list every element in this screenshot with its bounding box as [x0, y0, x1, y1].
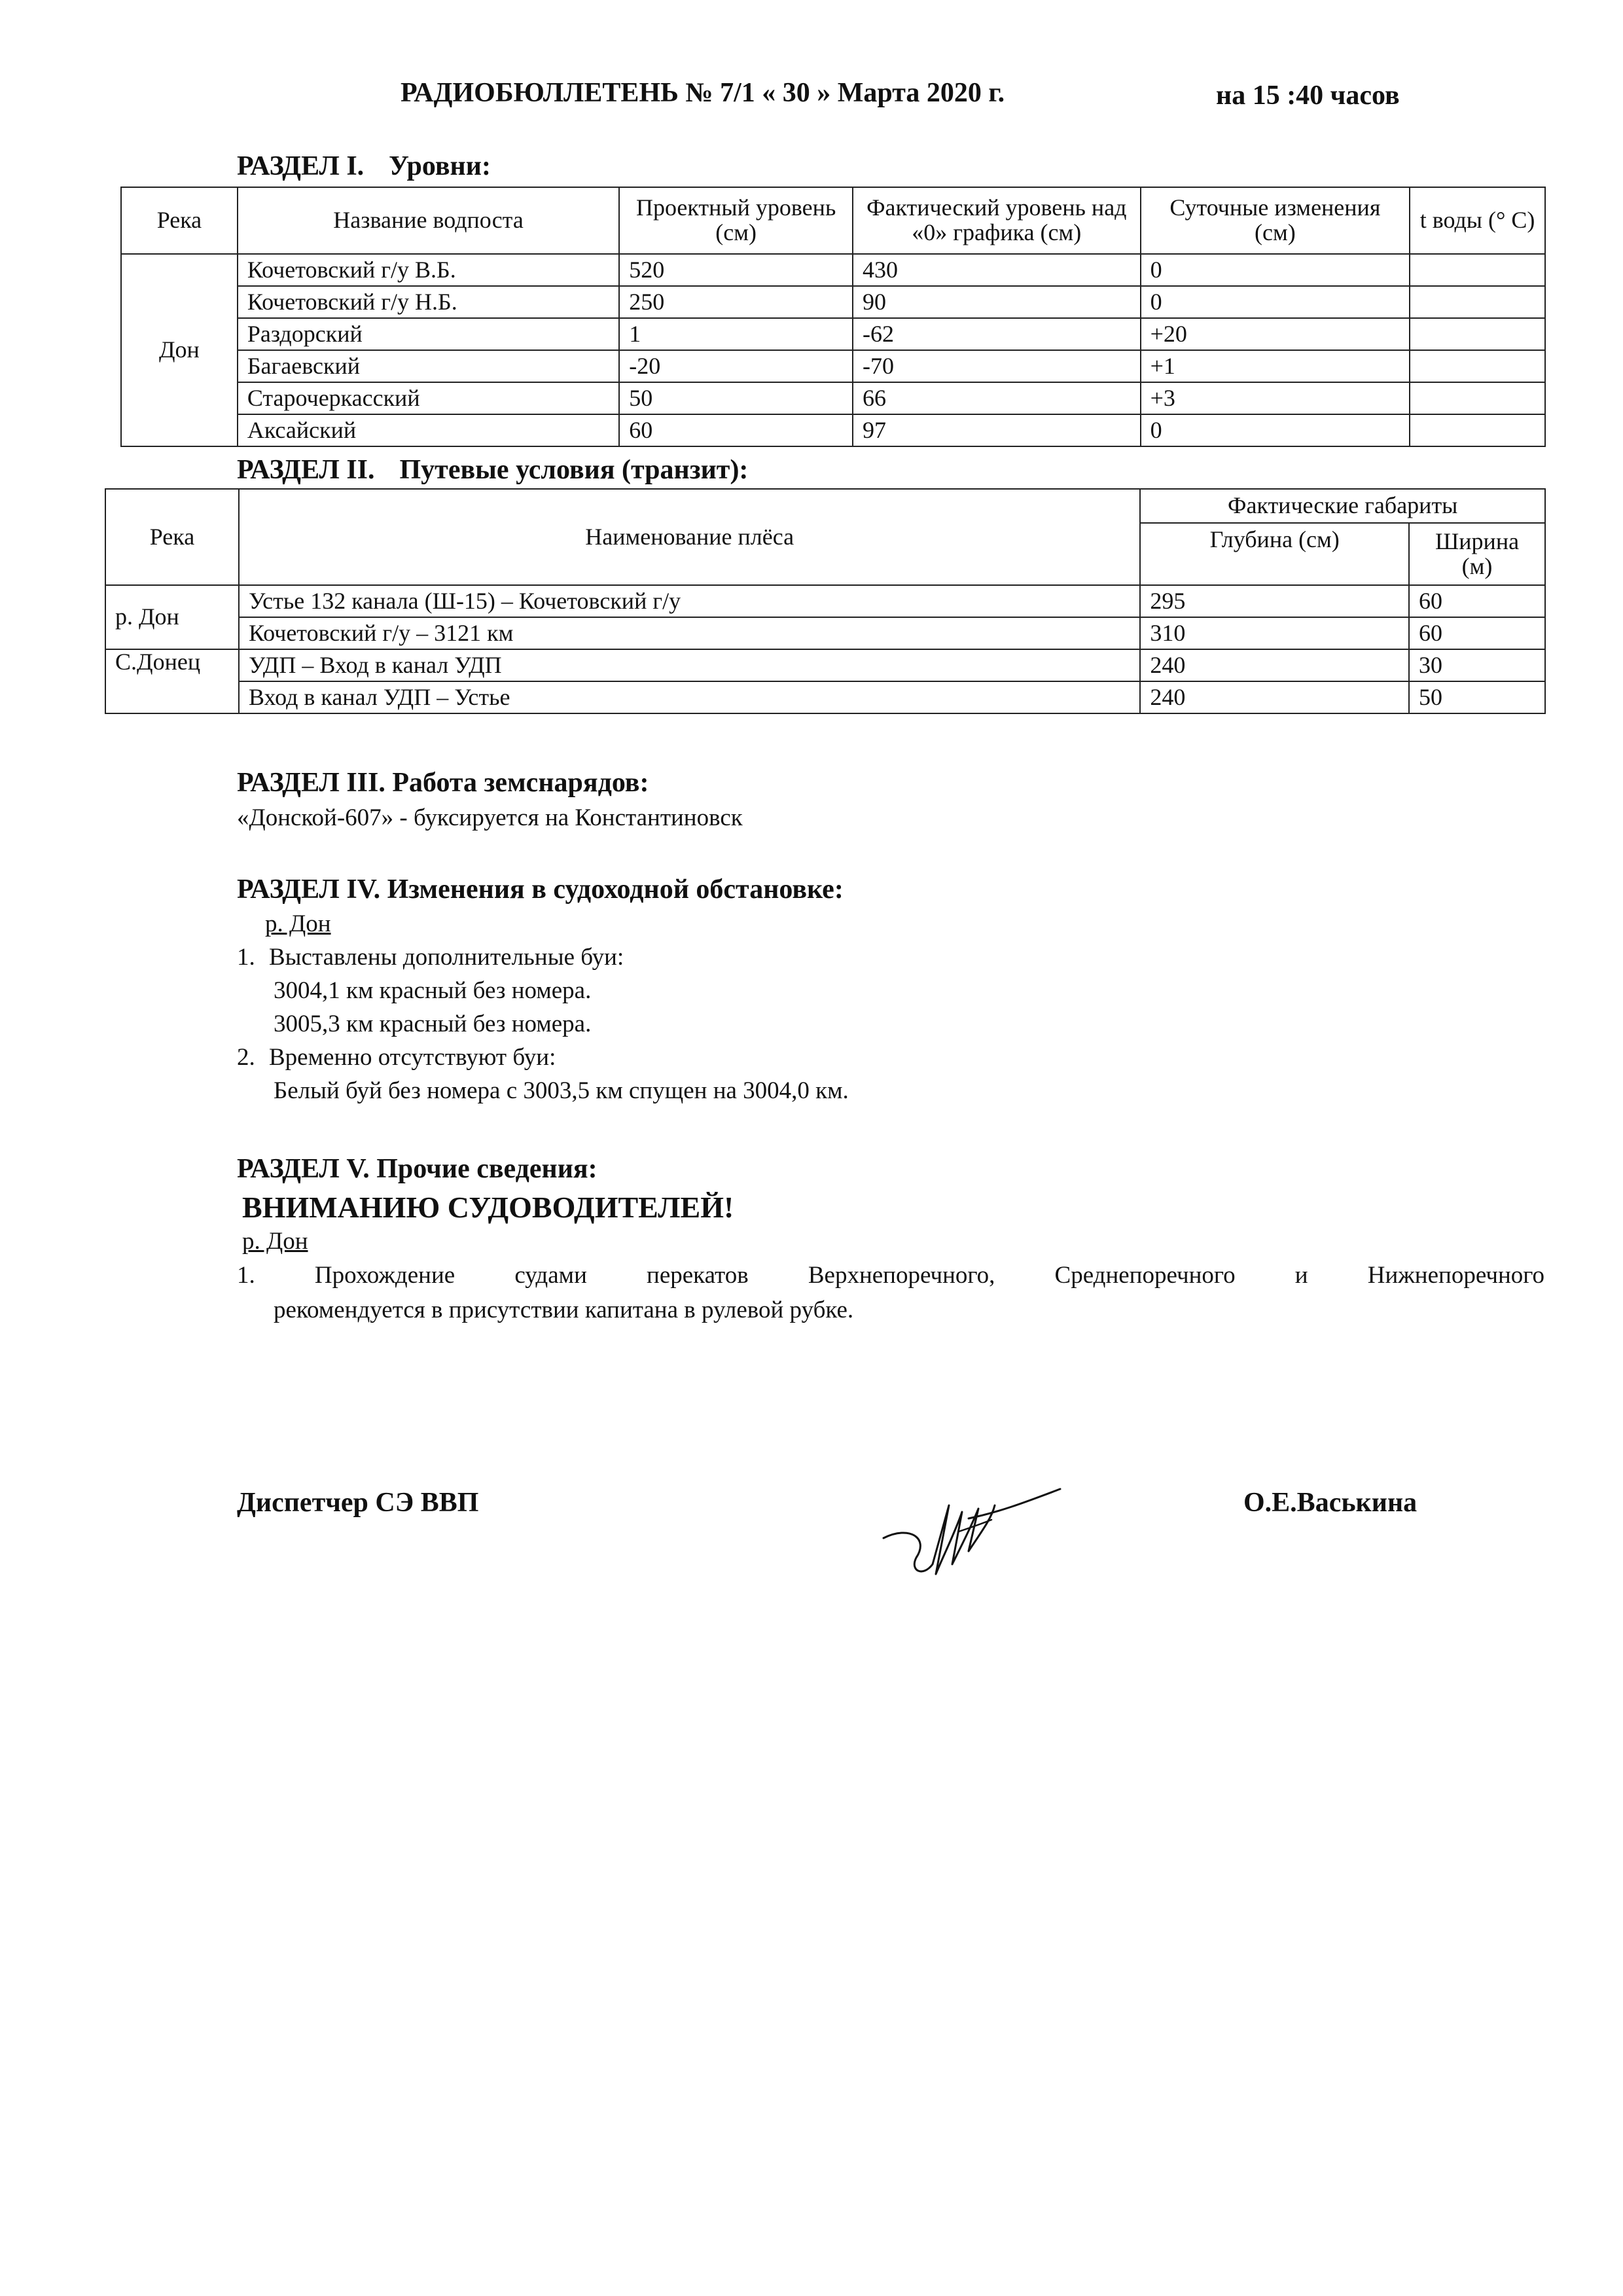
reach-name: Вход в канал УДП – Устье — [239, 681, 1140, 713]
post-name: Кочетовский г/у В.Б. — [238, 254, 619, 286]
table-row — [105, 649, 1545, 681]
levels-col-actual: Фактический уровень над «0» графика (см) — [853, 187, 1141, 254]
section4-river: р. Дон — [265, 910, 331, 937]
table-row — [105, 617, 1545, 649]
table-row — [105, 585, 1545, 617]
route-col-depth: Глубина (см) — [1140, 523, 1409, 585]
project-level: 250 — [619, 286, 853, 318]
section3-heading: РАЗДЕЛ III. Работа земснарядов: — [237, 768, 649, 798]
table-row — [121, 382, 1545, 414]
route-river-cell: р. Дон — [105, 585, 239, 649]
daily-change: 0 — [1141, 414, 1410, 446]
route-river-cell: С.Донец — [105, 649, 239, 713]
signature-image — [870, 1460, 1067, 1594]
item-text: Временно отсутствуют буи: — [269, 1044, 556, 1071]
project-level: -20 — [619, 350, 853, 382]
list-item — [237, 1043, 556, 1071]
section2-heading — [237, 454, 748, 486]
route-col-river: Река — [105, 489, 239, 585]
section1-label: РАЗДЕЛ I. — [237, 151, 365, 181]
route-table — [105, 488, 1546, 714]
route-col-width: Ширина (м) — [1409, 523, 1545, 585]
daily-change: +1 — [1141, 350, 1410, 382]
water-temp — [1410, 414, 1545, 446]
section5-heading: РАЗДЕЛ V. Прочие сведения: — [237, 1154, 597, 1184]
list-item — [237, 1261, 1544, 1289]
attention-heading: ВНИМАНИЮ СУДОВОДИТЕЛЕЙ! — [242, 1191, 734, 1224]
route-header-row — [105, 489, 1545, 523]
dispatcher-position: Диспетчер СЭ ВВП — [237, 1488, 479, 1518]
table-row — [121, 414, 1545, 446]
table-row — [121, 286, 1545, 318]
depth-value: 295 — [1140, 585, 1409, 617]
section1-heading — [237, 151, 491, 182]
project-level: 60 — [619, 414, 853, 446]
route-col-reach: Наименование плёса — [239, 489, 1140, 585]
post-name: Аксайский — [238, 414, 619, 446]
item-text-continued: рекомендуется в присутствии капитана в рулевой рубке. — [274, 1297, 854, 1323]
actual-level: 66 — [853, 382, 1141, 414]
buoy-line: 3004,1 км красный без номера. — [274, 977, 592, 1004]
levels-col-change: Суточные изменения (см) — [1141, 187, 1410, 254]
section1-title: Уровни: — [389, 151, 491, 181]
water-temp — [1410, 286, 1545, 318]
table-row — [121, 350, 1545, 382]
width-value: 50 — [1409, 681, 1545, 713]
water-temp — [1410, 254, 1545, 286]
levels-col-post: Название водпоста — [238, 187, 619, 254]
depth-value: 240 — [1140, 681, 1409, 713]
daily-change: +20 — [1141, 318, 1410, 350]
item-number: 1. — [237, 1262, 255, 1289]
item-text: Прохождение судами перекатов Верхнепоречного, Среднепоречного и Нижнепоречного — [314, 1262, 1544, 1289]
depth-value: 310 — [1140, 617, 1409, 649]
levels-col-river: Река — [121, 187, 238, 254]
post-name: Раздорский — [238, 318, 619, 350]
route-col-group: Фактические габариты — [1140, 489, 1545, 523]
water-temp — [1410, 318, 1545, 350]
levels-col-project: Проектный уровень (см) — [619, 187, 853, 254]
buoy-line: 3005,3 км красный без номера. — [274, 1011, 592, 1037]
project-level: 50 — [619, 382, 853, 414]
dredger-status: «Донской-607» - буксируется на Константиновск — [237, 804, 743, 831]
reach-name: Кочетовский г/у – 3121 км — [239, 617, 1140, 649]
post-name: Багаевский — [238, 350, 619, 382]
table-row — [121, 318, 1545, 350]
water-temp — [1410, 350, 1545, 382]
bulletin-title: РАДИОБЮЛЛЕТЕНЬ № 7/1 « 30 » Марта 2020 г. — [401, 78, 1005, 108]
actual-level: 430 — [853, 254, 1141, 286]
table-row — [105, 681, 1545, 713]
actual-level: -70 — [853, 350, 1141, 382]
project-level: 520 — [619, 254, 853, 286]
item-number: 2. — [237, 1044, 255, 1071]
table-row — [121, 254, 1545, 286]
width-value: 30 — [1409, 649, 1545, 681]
section4-heading: РАЗДЕЛ IV. Изменения в судоходной обстановке: — [237, 874, 844, 905]
width-value: 60 — [1409, 617, 1545, 649]
levels-col-temp: t воды (° С) — [1410, 187, 1545, 254]
dispatcher-name: О.Е.Васькина — [1243, 1488, 1418, 1518]
width-value: 60 — [1409, 585, 1545, 617]
item-text: Выставлены дополнительные буи: — [269, 944, 624, 971]
water-temp — [1410, 382, 1545, 414]
section2-title: Путевые условия (транзит): — [399, 455, 749, 485]
levels-header-row — [121, 187, 1545, 254]
daily-change: +3 — [1141, 382, 1410, 414]
post-name: Старочеркасский — [238, 382, 619, 414]
daily-change: 0 — [1141, 286, 1410, 318]
actual-level: -62 — [853, 318, 1141, 350]
bulletin-time: на 15 :40 часов — [1216, 81, 1400, 111]
list-item — [237, 943, 624, 971]
actual-level: 97 — [853, 414, 1141, 446]
post-name: Кочетовский г/у Н.Б. — [238, 286, 619, 318]
section2-label: РАЗДЕЛ II. — [237, 455, 375, 485]
actual-level: 90 — [853, 286, 1141, 318]
reach-name: УДП – Вход в канал УДП — [239, 649, 1140, 681]
levels-table — [120, 187, 1546, 447]
item-number: 1. — [237, 944, 255, 971]
depth-value: 240 — [1140, 649, 1409, 681]
section5-river: р. Дон — [242, 1228, 308, 1255]
project-level: 1 — [619, 318, 853, 350]
daily-change: 0 — [1141, 254, 1410, 286]
levels-river-cell: Дон — [121, 254, 238, 446]
buoy-line: Белый буй без номера с 3003,5 км спущен на 3004,0 км. — [274, 1077, 849, 1104]
reach-name: Устье 132 канала (Ш-15) – Кочетовский г/у — [239, 585, 1140, 617]
